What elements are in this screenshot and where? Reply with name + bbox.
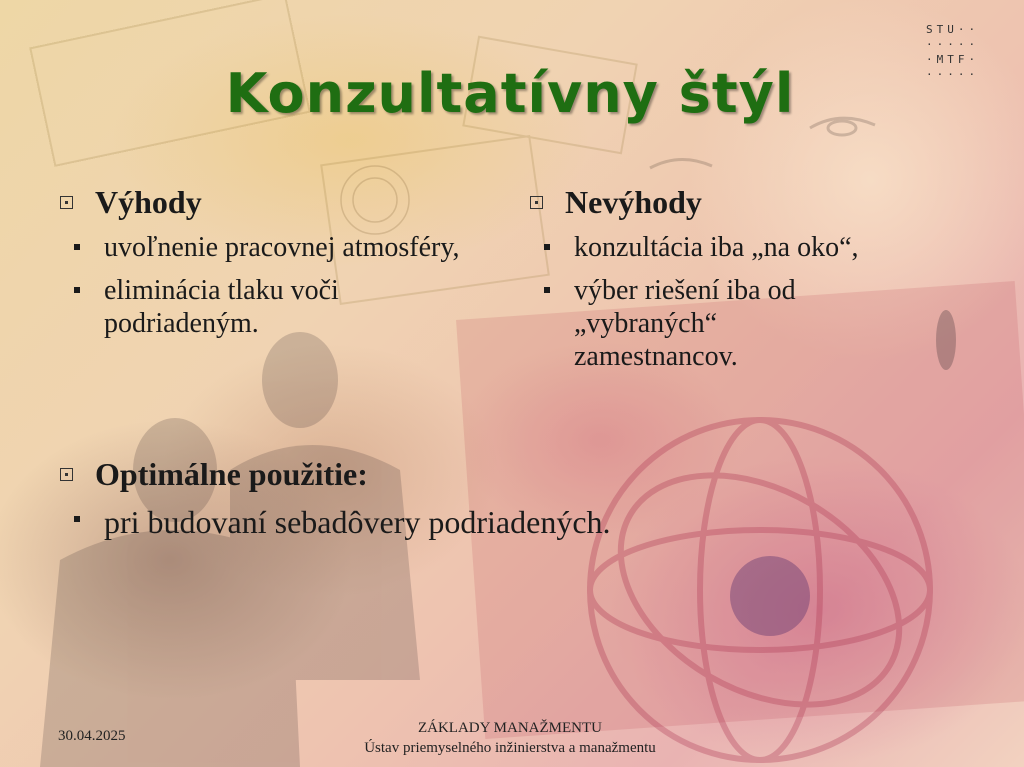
advantages-heading: Výhody [95,184,202,220]
advantages-heading-row [60,184,480,221]
logo-row: ····· [926,68,980,81]
bullet-box-icon [60,196,73,209]
list-item: výber riešení iba od „vybraných“ zamestnancov. [530,274,874,373]
bullet-box-icon [530,196,543,209]
advantages-section [60,184,480,350]
disadvantages-section [530,184,970,383]
disadvantages-list [530,231,970,373]
list-item: uvoľnenie pracovnej atmosféry, [60,231,480,264]
bullet-box-icon [60,468,73,481]
logo-row: STU·· [926,23,980,36]
optimal-use-heading-row [60,456,860,493]
footer-center [300,718,720,758]
logo-row: ····· [926,38,980,51]
list-item: eliminácia tlaku voči podriadeným. [60,274,480,340]
disadvantages-heading-row [530,184,970,221]
list-item: pri budovaní sebadôvery podriadených. [60,503,860,541]
footer-course: ZÁKLADY MANAŽMENTU [417,720,602,736]
optimal-use-heading: Optimálne použitie: [95,456,368,492]
slide-title: Konzultatívny štýl [225,62,795,125]
footer-date: 30.04.2025 [58,728,126,744]
footer-institute: Ústav priemyselného inžinierstva a manažmentu [364,740,656,756]
logo-row: ·MTF· [926,53,980,66]
list-item: konzultácia iba „na oko“, [530,231,970,264]
disadvantages-heading: Nevýhody [565,184,702,220]
optimal-use-section [60,456,860,551]
optimal-use-list [60,503,860,541]
advantages-list [60,231,480,340]
